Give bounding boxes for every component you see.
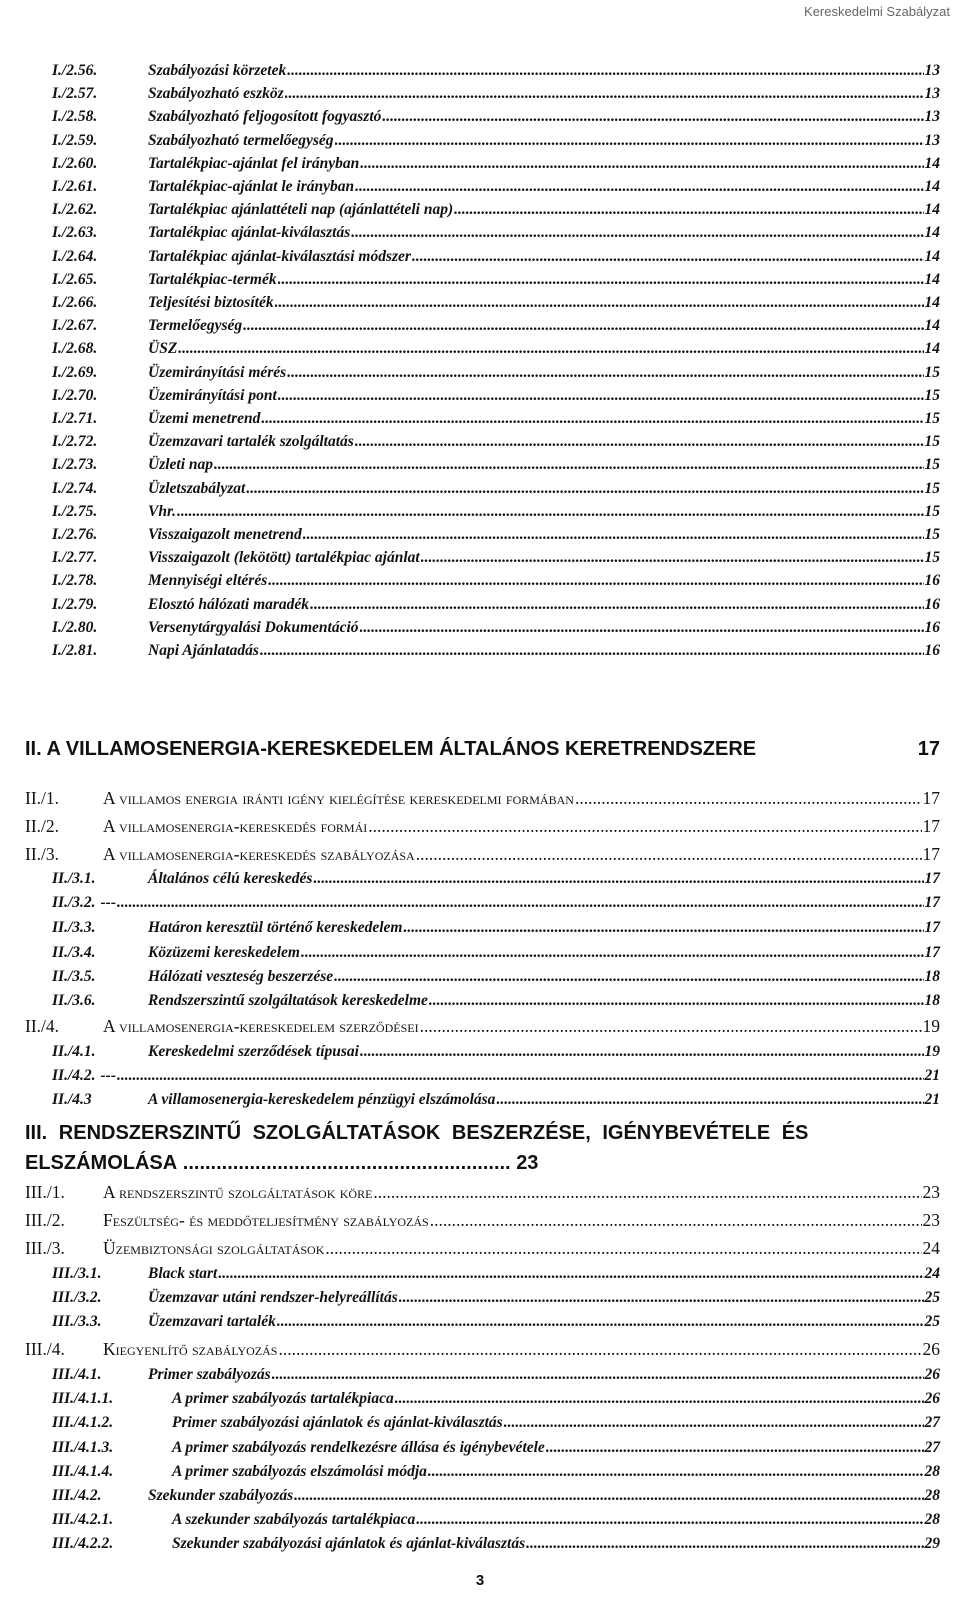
toc-entry-title: ---: [100, 894, 116, 911]
toc-entry-number: I./2.79.: [52, 595, 98, 613]
toc-leader-dots: [428, 1463, 924, 1481]
toc-entry-title: Üzemzavar utáni rendszer-helyreállítás: [148, 1289, 398, 1306]
toc-leader-dots: [430, 1210, 922, 1231]
toc-entry[interactable]: [52, 294, 940, 312]
toc-entry-number: I./2.66.: [52, 294, 98, 311]
toc-entry-number: I./2.77.: [52, 549, 98, 567]
toc-entry-title: Szabályozási körzetek: [148, 62, 287, 79]
toc-heading-title: III. RENDSZERSZINTŰ SZOLGÁLTATÁSOK BESZERZÉSE, IGÉNYBEVÉTELE ÉS ELSZÁMOLÁSA: [25, 1122, 809, 1174]
toc-page-number: 13: [924, 108, 940, 126]
toc-entry-number: I./2.71.: [52, 410, 98, 427]
toc-leader-dots: [360, 155, 923, 173]
toc-page-number: 24: [922, 1238, 940, 1258]
toc-page-number: 15: [924, 456, 940, 474]
toc-entry-number: I./2.68.: [52, 340, 98, 358]
toc-leader-dots: [416, 844, 922, 865]
toc-page-number: 23: [922, 1210, 940, 1230]
toc-entry-title: A villamosenergia-kereskedés szabályozása: [103, 844, 415, 864]
toc-entry-title: Rendszerszintű szolgáltatások kereskedelme: [148, 992, 428, 1009]
toc-entry[interactable]: [52, 549, 940, 567]
toc-page-number: 13: [924, 85, 940, 103]
toc-entry-number: II./2.: [25, 816, 60, 836]
toc-entry-number: I./2.65.: [52, 270, 98, 288]
toc-entry[interactable]: [25, 1182, 940, 1203]
toc-entry-number: I./2.58.: [52, 108, 98, 126]
toc-entry-number: III./4.1.: [52, 1366, 102, 1383]
toc-entry[interactable]: [25, 816, 940, 837]
toc-page-number: 16: [924, 595, 940, 613]
toc-leader-dots: [412, 248, 924, 266]
toc-entry-number: III./3.: [25, 1238, 65, 1258]
toc-page-number: 15: [924, 433, 940, 451]
toc-entry[interactable]: [52, 1313, 940, 1331]
toc-entry-number: I./2.64.: [52, 247, 98, 265]
toc-entry[interactable]: [52, 596, 940, 614]
toc-entry-number: I./2.70.: [52, 386, 98, 404]
toc-entry[interactable]: [52, 1043, 940, 1061]
toc-leader-dots: [278, 271, 924, 289]
toc-entry[interactable]: [52, 155, 940, 173]
toc-leader-dots: [360, 619, 924, 637]
toc-entry-number: III./4.2.: [52, 1487, 102, 1504]
toc-entry-number: II./3.6.: [52, 992, 96, 1009]
toc-page-number: 18: [924, 968, 940, 985]
toc-page-number: 14: [924, 247, 940, 265]
toc-entry-title: Teljesítési biztosíték: [148, 294, 274, 311]
toc-entry-title: Tartalékpiac-ajánlat fel irányban: [148, 154, 360, 172]
toc-entry-title: Szabályozható feljogosított fogyasztó: [148, 108, 382, 126]
toc-leader-dots: [287, 364, 923, 382]
toc-leader-dots: [285, 85, 924, 103]
toc-entry-title: Termelőegység: [148, 317, 243, 335]
toc-page-number: 15: [924, 479, 940, 497]
toc-page-number: 14: [924, 317, 940, 335]
toc-entry[interactable]: [52, 1091, 940, 1109]
toc-entry[interactable]: [52, 433, 940, 451]
toc-entry-title: Közüzemi kereskedelem: [148, 944, 300, 961]
toc-entry[interactable]: [52, 85, 940, 103]
toc-entry-title: Szekunder szabályozás: [148, 1487, 294, 1504]
toc-entry-number: I./2.67.: [52, 317, 98, 335]
toc-page-number: 17: [922, 816, 940, 836]
toc-entry-number: III./1.: [25, 1182, 65, 1202]
toc-entry[interactable]: [52, 619, 940, 637]
toc-page-number: 21: [924, 1067, 940, 1084]
toc-entry[interactable]: [52, 894, 940, 912]
toc-entry-title: Üzletszabályzat: [148, 479, 246, 497]
toc-entry[interactable]: [25, 1238, 940, 1259]
toc-leader-dots: [454, 201, 923, 219]
toc-leader-dots: [575, 788, 922, 809]
toc-entry-title: A villamosenergia-kereskedelem szerződései: [103, 1016, 419, 1036]
toc-leader-dots: ...........................................................: [177, 1152, 517, 1174]
toc-page-number: 27: [924, 1439, 940, 1456]
toc-leader-dots: [260, 642, 924, 660]
toc-entry-number: III./4.2.1.: [52, 1511, 114, 1528]
toc-entry-number: II./3.4.: [52, 944, 96, 961]
page-number: 3: [475, 1572, 485, 1589]
toc-entry-number: I./2.78.: [52, 572, 98, 590]
toc-entry-title: A primer szabályozás rendelkezésre állása és igénybevétele: [172, 1439, 545, 1456]
toc-entry-title: Vhr.: [148, 502, 177, 520]
toc-page-number: 19: [922, 1016, 940, 1036]
toc-entry-number: I./2.63.: [52, 224, 98, 242]
toc-entry-number: II./4.2.: [52, 1067, 96, 1084]
toc-page-number: 15: [924, 363, 940, 381]
toc-entry-title: Hálózati veszteség beszerzése: [148, 968, 334, 985]
toc-page-number: 15: [924, 410, 940, 427]
toc-leader-dots: [399, 1289, 924, 1307]
toc-entry[interactable]: [52, 62, 940, 80]
toc-page-number: 14: [924, 178, 940, 195]
toc-page-number: 13: [924, 62, 940, 79]
toc-entry-number: II./3.1.: [52, 870, 96, 887]
toc-entry[interactable]: [52, 526, 940, 544]
toc-entry-title: Mennyiségi eltérés: [148, 572, 268, 590]
toc-leader-dots: [325, 1238, 921, 1259]
toc-entry-title: ÜSZ: [148, 340, 178, 358]
toc-entry-title: A primer szabályozás tartalékpiaca: [172, 1390, 394, 1407]
toc-entry-number: III./2.: [25, 1210, 65, 1230]
toc-leader-dots: [395, 1390, 924, 1408]
toc-entry[interactable]: [52, 870, 940, 888]
toc-entry[interactable]: [52, 1414, 940, 1432]
toc-entry[interactable]: [52, 968, 940, 986]
toc-page-number: 25: [924, 1289, 940, 1306]
toc-entry-title: Tartalékpiac ajánlat-kiválasztás: [148, 224, 351, 242]
toc-page-number: 29: [924, 1535, 940, 1552]
toc-entry-number: I./2.74.: [52, 479, 98, 497]
toc-page-number: 28: [924, 1463, 940, 1480]
toc-entry-number: II./1.: [25, 788, 60, 808]
toc-page-number: 15: [924, 549, 940, 567]
toc-entry-title: Szekunder szabályozási ajánlatok és ajánlat-kiválasztás: [172, 1535, 526, 1552]
toc-page-number: 13: [924, 131, 940, 149]
toc-entry[interactable]: [52, 1535, 940, 1553]
toc-page-number: 14: [924, 294, 940, 311]
toc-leader-dots: [403, 919, 923, 937]
toc-page-number: 25: [924, 1313, 940, 1330]
toc-entry-number: III./3.3.: [52, 1313, 102, 1330]
toc-entry-title: ---: [100, 1067, 116, 1084]
toc-entry-title: Üzleti nap: [148, 456, 214, 474]
toc-page-number: 28: [924, 1511, 940, 1528]
toc-leader-dots: [218, 1265, 923, 1283]
toc-entry-number: I./2.73.: [52, 456, 98, 474]
toc-page-number: 17: [917, 738, 940, 760]
toc-entry-number: III./4.1.4.: [52, 1463, 114, 1480]
toc-entry-number: I./2.72.: [52, 433, 98, 451]
toc-entry-title: Üzemirányítási mérés: [148, 363, 287, 381]
toc-leader-dots: [246, 480, 923, 498]
toc-entry-number: II./4.3: [52, 1091, 92, 1108]
toc-leader-dots: [334, 968, 923, 986]
toc-entry[interactable]: [25, 738, 940, 761]
toc-heading-title: II. A VILLAMOSENERGIA-KERESKEDELEM ÁLTALÁNOS KERETRENDSZERE: [25, 738, 757, 760]
toc-page-number: 28: [924, 1487, 940, 1504]
toc-entry[interactable]: [52, 1067, 940, 1085]
toc-entry[interactable]: [52, 919, 940, 937]
toc-leader-dots: [303, 526, 924, 544]
toc-leader-dots: [335, 132, 924, 150]
toc-entry-title: A villamosenergia-kereskedés formái: [103, 816, 368, 836]
toc-entry[interactable]: [52, 410, 940, 428]
toc-entry[interactable]: [25, 1339, 940, 1360]
toc-leader-dots: [368, 816, 921, 837]
toc-entry-number: II./3.: [25, 844, 60, 864]
toc-leader-dots: [178, 340, 923, 358]
toc-page-number: 23: [516, 1152, 539, 1174]
toc-page-number: 17: [924, 894, 940, 911]
toc-entry[interactable]: [52, 364, 940, 382]
toc-leader-dots: [526, 1535, 923, 1553]
toc-entry-title: Kiegyenlítő szabályozás: [103, 1339, 278, 1359]
toc-entry-number: III./3.2.: [52, 1289, 102, 1306]
toc-leader-dots: [117, 1067, 924, 1085]
toc-leader-dots: [301, 944, 924, 962]
toc-leader-dots: [416, 1511, 923, 1529]
toc-page-number: 26: [924, 1390, 940, 1407]
toc-page-number: 18: [924, 992, 940, 1009]
toc-leader-dots: [177, 503, 923, 521]
toc-entry[interactable]: [25, 1118, 940, 1178]
toc-entry[interactable]: [52, 108, 940, 126]
toc-entry-title: Általános célú kereskedés: [148, 870, 313, 887]
toc-entry[interactable]: [52, 503, 940, 521]
toc-page-number: 14: [924, 154, 940, 172]
toc-entry-title: Visszaigazolt menetrend: [148, 526, 302, 543]
toc-leader-dots: [261, 410, 923, 428]
toc-page-number: 15: [924, 502, 940, 520]
toc-entry-number: II./3.2.: [52, 894, 96, 911]
toc-entry-number: III./4.1.2.: [52, 1414, 114, 1431]
toc-entry-number: I./2.80.: [52, 618, 98, 636]
toc-entry[interactable]: [52, 480, 940, 498]
toc-entry[interactable]: [52, 642, 940, 660]
toc-entry-title: Napi Ajánlatadás: [148, 642, 259, 659]
toc-page-number: 26: [924, 1366, 940, 1383]
toc-page-number: 14: [924, 340, 940, 358]
toc-leader-dots: [420, 1016, 922, 1037]
toc-leader-dots: [117, 894, 924, 912]
running-header: Kereskedelmi Szabályzat: [804, 4, 950, 19]
toc-leader-dots: [310, 596, 923, 614]
toc-entry[interactable]: [52, 1289, 940, 1307]
toc-entry-title: Tartalékpiac-ajánlat le irányban: [148, 178, 355, 195]
toc-entry-title: Black start: [148, 1265, 218, 1282]
toc-entry[interactable]: [25, 1016, 940, 1037]
toc-entry-title: Tartalékpiac-termék: [148, 270, 277, 288]
toc-entry[interactable]: [52, 944, 940, 962]
toc-entry[interactable]: [52, 248, 940, 266]
toc-entry-number: III./4.: [25, 1339, 65, 1359]
toc-leader-dots: [496, 1091, 923, 1109]
toc-entry[interactable]: [25, 788, 940, 809]
toc-entry-number: I./2.59.: [52, 131, 98, 149]
toc-entry-title: Üzemirányítási pont: [148, 386, 277, 404]
toc-page-number: 26: [922, 1339, 940, 1359]
toc-page-number: 14: [924, 270, 940, 288]
toc-page-number: 16: [924, 618, 940, 636]
toc-page-number: 15: [924, 386, 940, 404]
toc-entry[interactable]: [52, 178, 940, 196]
toc-entry[interactable]: [52, 132, 940, 150]
toc-page-number: 19: [924, 1043, 940, 1060]
toc-entry-title: Szabályozható eszköz: [148, 85, 284, 103]
toc-page-number: 15: [924, 526, 940, 543]
toc-entry[interactable]: [52, 224, 940, 242]
toc-leader-dots: [373, 1182, 921, 1203]
toc-page-number: 24: [924, 1265, 940, 1282]
toc-entry-title: A rendszerszintű szolgáltatások köre: [103, 1182, 373, 1202]
toc-entry-number: III./4.1.1.: [52, 1390, 114, 1407]
toc-entry-title: Üzemi menetrend: [148, 410, 261, 427]
toc-entry[interactable]: [52, 271, 940, 289]
toc-entry-number: III./4.2.2.: [52, 1535, 114, 1552]
toc-entry[interactable]: [52, 201, 940, 219]
toc-page-number: 17: [922, 788, 940, 808]
toc-leader-dots: [355, 178, 923, 196]
toc-entry-number: II./3.5.: [52, 968, 96, 985]
toc-leader-dots: [272, 1366, 924, 1384]
toc-entry-title: Visszaigazolt (lekötött) tartalékpiac ajánlat: [148, 549, 420, 567]
toc-entry[interactable]: [52, 317, 940, 335]
toc-leader-dots: [214, 456, 923, 474]
toc-page-number: 16: [924, 642, 940, 659]
toc-leader-dots: [243, 317, 923, 335]
toc-entry-number: III./3.1.: [52, 1265, 102, 1282]
toc-entry-title: Határon keresztül történő kereskedelem: [148, 919, 403, 936]
toc-entry-title: Tartalékpiac ajánlat-kiválasztási módszer: [148, 247, 411, 265]
toc-page-number: 23: [922, 1182, 940, 1202]
toc-entry-title: Tartalékpiac ajánlattételi nap (ajánlattételi nap): [148, 201, 454, 219]
toc-entry[interactable]: [52, 572, 940, 590]
toc-entry-title: A villamosenergia-kereskedelem pénzügyi elszámolása: [148, 1091, 496, 1108]
toc-leader-dots: [504, 1414, 924, 1432]
toc-page-number: 17: [924, 919, 940, 936]
toc-entry-number: I./2.62.: [52, 201, 98, 219]
toc-page-number: 27: [924, 1414, 940, 1431]
toc-leader-dots: [382, 108, 923, 126]
toc-page-number: 17: [922, 844, 940, 864]
toc-entry[interactable]: [25, 844, 940, 865]
toc-leader-dots: [360, 1043, 924, 1061]
toc-entry-title: Kereskedelmi szerződések típusai: [148, 1043, 359, 1060]
toc-entry-number: I./2.75.: [52, 502, 98, 520]
toc-entry-title: A primer szabályozás elszámolási módja: [172, 1463, 427, 1480]
toc-page-number: 17: [924, 944, 940, 961]
toc-leader-dots: [546, 1439, 924, 1457]
toc-entry-number: I./2.76.: [52, 526, 98, 543]
toc-entry[interactable]: [52, 387, 940, 405]
toc-entry-number: II./3.3.: [52, 919, 96, 936]
toc-page-number: 14: [924, 201, 940, 219]
toc-entry[interactable]: [52, 992, 940, 1010]
toc-page-number: 16: [924, 572, 940, 590]
toc-entry-title: Szabályozható termelőegység: [148, 131, 334, 149]
toc-entry-number: I./2.69.: [52, 363, 98, 381]
toc-entry[interactable]: [52, 1366, 940, 1384]
toc-leader-dots: [268, 572, 923, 590]
toc-leader-dots: [294, 1487, 923, 1505]
toc-entry-number: II./4.1.: [52, 1043, 96, 1060]
toc-leader-dots: [421, 549, 924, 567]
toc-leader-dots: [275, 294, 924, 312]
toc-entry-number: II./4.: [25, 1016, 60, 1036]
toc-leader-dots: [355, 433, 924, 451]
toc-page-number: 17: [924, 870, 940, 887]
toc-leader-dots: [278, 387, 924, 405]
toc-entry-title: Üzembiztonsági szolgáltatások: [103, 1238, 325, 1258]
toc-entry-title: A villamos energia iránti igény kielégítése kereskedelmi formában: [103, 788, 574, 808]
toc-entry-title: Primer szabályozási ajánlatok és ajánlat-kiválasztás: [172, 1414, 503, 1431]
toc-entry-number: I./2.57.: [52, 85, 98, 103]
toc-leader-dots: [429, 992, 924, 1010]
toc-entry-number: I./2.81.: [52, 642, 98, 659]
toc-leader-dots: [351, 224, 923, 242]
toc-entry-number: I./2.56.: [52, 62, 98, 79]
toc-entry[interactable]: [52, 1390, 940, 1408]
toc-entry[interactable]: [52, 1463, 940, 1481]
toc-entry[interactable]: [52, 456, 940, 474]
toc-entry[interactable]: [52, 1487, 940, 1505]
toc-entry[interactable]: [52, 1439, 940, 1457]
toc-entry-number: I./2.60.: [52, 154, 98, 172]
toc-entry[interactable]: [52, 1511, 940, 1529]
toc-leader-dots: [287, 62, 923, 80]
toc-entry-title: Versenytárgyalási Dokumentáció: [148, 618, 359, 636]
toc-entry-number: I./2.61.: [52, 178, 98, 195]
toc-entry[interactable]: [52, 340, 940, 358]
toc-entry-number: III./4.1.3.: [52, 1439, 114, 1456]
toc-entry[interactable]: [25, 1210, 940, 1231]
toc-leader-dots: [278, 1339, 921, 1360]
toc-entry-title: Üzemzavari tartalék: [148, 1313, 276, 1330]
toc-entry-title: Üzemzavari tartalék szolgáltatás: [148, 433, 354, 451]
toc-entry-title: Primer szabályozás: [148, 1366, 271, 1383]
toc-page-number: 21: [924, 1091, 940, 1108]
toc-page-number: 14: [924, 224, 940, 242]
toc-entry-title: Feszültség- és meddőteljesítmény szabályozás: [103, 1210, 429, 1230]
toc-entry-title: Elosztó hálózati maradék: [148, 595, 310, 613]
toc-leader-dots: [277, 1313, 924, 1331]
toc-entry[interactable]: [52, 1265, 940, 1283]
toc-entry-title: A szekunder szabályozás tartalékpiaca: [172, 1511, 416, 1528]
toc-leader-dots: [313, 870, 923, 888]
